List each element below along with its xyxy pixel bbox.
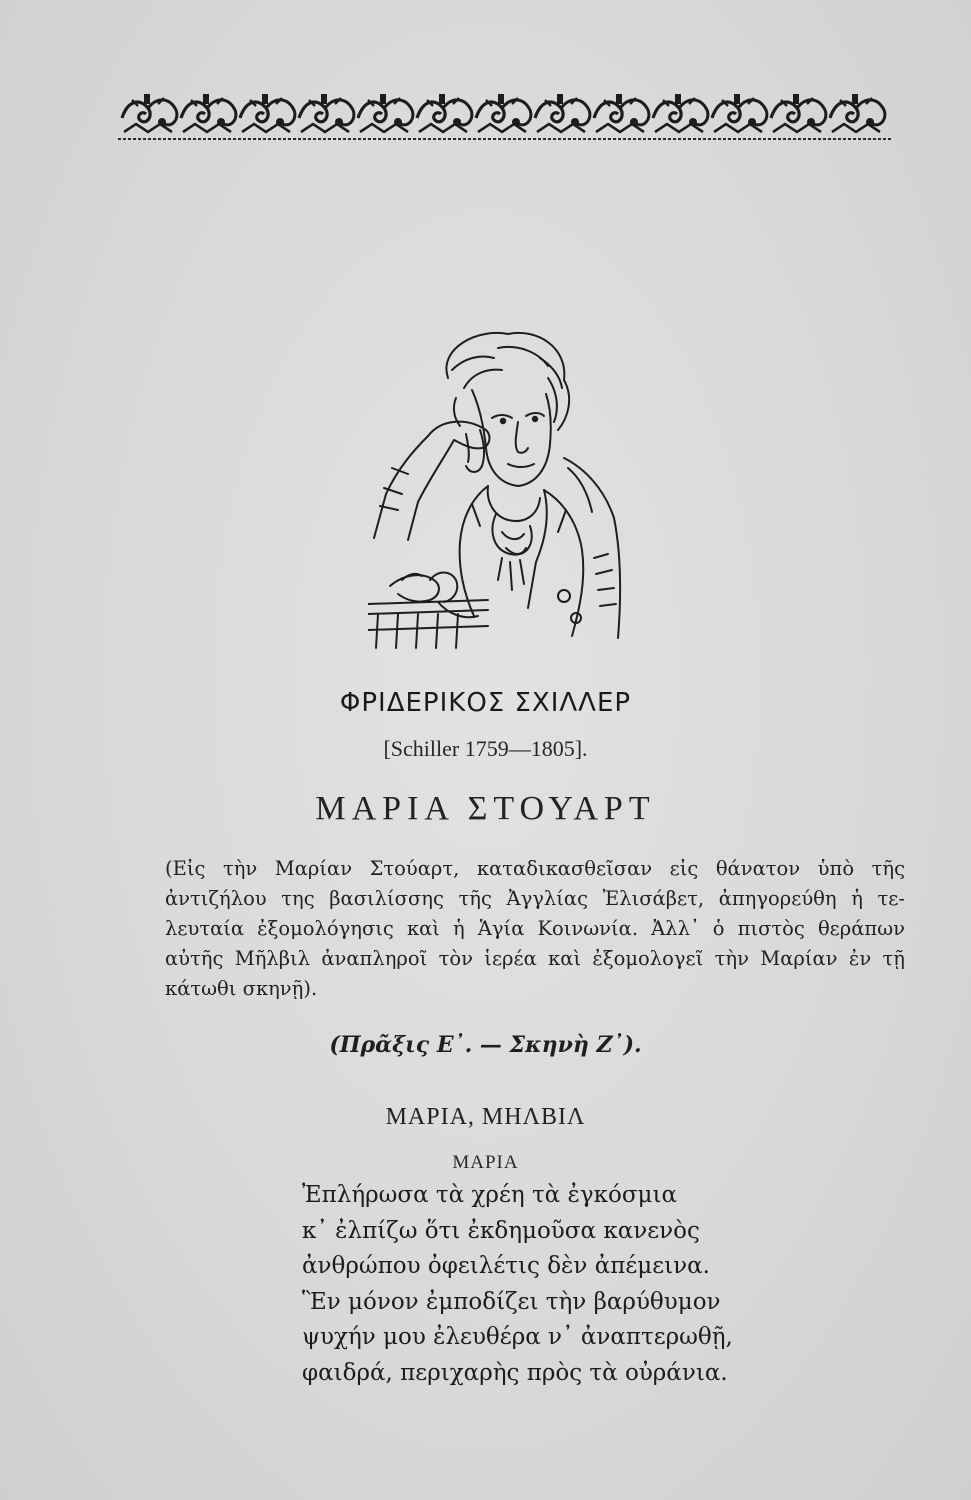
intro-line: κάτωθι σκηνῇ).: [165, 977, 318, 1000]
floral-ornament-band-icon: [118, 92, 893, 142]
intro-line: λευταία ἐξομολόγησις καὶ ἡ Ἁγία Κοινωνία. Ἀλλ᾽ ὁ πιστὸς θεράπων: [165, 917, 905, 940]
verse-line: Ἓν μόνον ἐμποδίζει τὴν βαρύθυμον: [302, 1288, 721, 1315]
intro-paragraph: [165, 854, 905, 1004]
author-name: ΦΡΙΔΕΡΙΚΟΣ ΣΧΙΛΛΕΡ: [339, 688, 632, 718]
intro-line: αὐτῆς Μῆλβιλ ἀναπληροῖ τὸν ἱερέα καὶ ἐξομολογεῖ τὴν Μαρίαν ἐν τῇ: [165, 947, 905, 970]
verse-line: ἀνθρώπου ὀφειλέτις δὲν ἀπέμεινα.: [302, 1253, 710, 1279]
author-dates: [Schiller 1759—1805].: [383, 736, 588, 761]
verse-line: ψυχήν μου ἐλευθέρα ν᾽ ἀναπτερωθῇ,: [302, 1324, 733, 1350]
verse-line: Ἐπλήρωσα τὰ χρέη τὰ ἐγκόσμια: [302, 1182, 678, 1208]
act-scene-heading: (Πρᾶξις Ε᾽. — Σκηνὴ Ζ᾽).: [329, 1032, 642, 1058]
work-title: ΜΑΡΙΑ ΣΤΟΥΑΡΤ: [315, 790, 656, 827]
intro-line: (Εἰς τὴν Μαρίαν Στούαρτ, καταδικασθεῖσαν εἰς θάνατον ὑπὸ τῆς: [165, 857, 905, 880]
intro-line: ἀντιζήλου της βασιλίσσης τῆς Ἀγγλίας Ἐλισάβετ, ἀπηγορεύθη ἡ τε-: [165, 887, 905, 910]
characters-heading: ΜΑΡΙΑ, ΜΗΛΒΙΛ: [385, 1104, 586, 1130]
verse-line: φαιδρά, περιχαρὴς πρὸς τὰ οὐράνια.: [302, 1359, 728, 1386]
verse-line: κ᾽ ἐλπίζω ὅτι ἐκδημοῦσα κανενὸς: [302, 1217, 700, 1244]
speaker-label: ΜΑΡΙΑ: [452, 1152, 519, 1173]
schiller-portrait-engraving-icon: [368, 318, 630, 658]
verse-block: [302, 1178, 922, 1391]
